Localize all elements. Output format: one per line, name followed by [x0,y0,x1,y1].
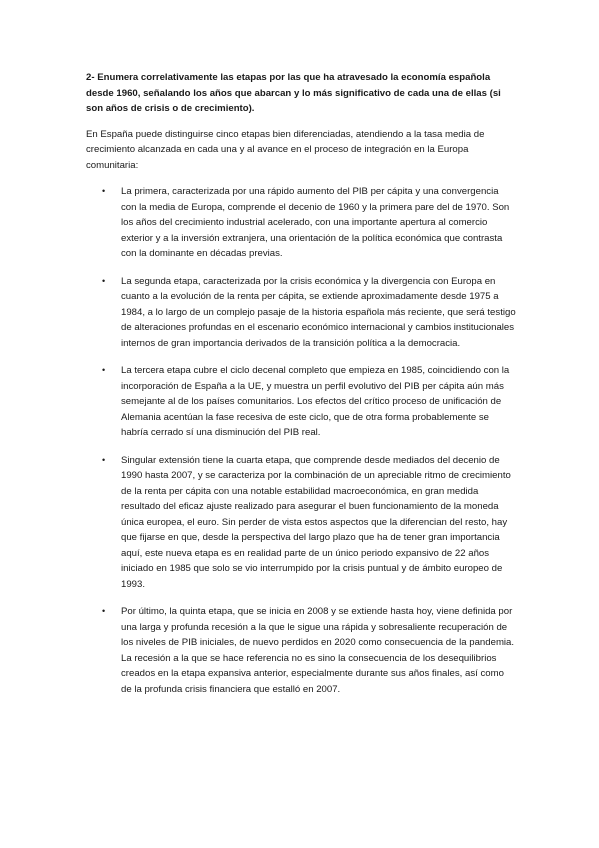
stage-text-4: Singular extensión tiene la cuarta etapa, que comprende desde mediados del decenio de 1990 hasta 2007, y se caracteriza por la combinación de un apreciable ritmo de crecimiento de la renta per cápita con una notable estabilidad macroeconómica, en gran medida resultado del eficaz ajuste realizado para asegurar el buen funcionamiento de la moneda única europea, el euro. Sin perder de vista estos aspectos que la diferencian del resto, hay que fijarse en que, desde la perspectiva del largo plazo que ha de tener gran importancia aquí, este nueva etapa es en realidad parte de un único periodo expansivo de 22 años iniciado en 1985 que solo se vio interrumpido por la crisis puntual y de ámbito europeo de 1993. [121,454,511,590]
stage-text-1: La primera, caracterizada por una rápido aumento del PIB per cápita y una convergencia con la media de Europa, comprende el decenio de 1960 y la primera pare del de 1970. Son los años del crecimiento industrial acelerado, con una importante apertura al comercio exterior y a la inversión extranjera, una orientación de la política económica que contrasta con la dominante en décadas previas. [121,186,510,259]
question-heading [86,70,516,117]
document-body [86,70,516,709]
intro-paragraph: En España puede distinguirse cinco etapas bien diferenciadas, atendiendo a la tasa media de crecimiento alcanzada en cada una y al avance en el proceso de integración en la Europa comunitaria: [86,128,485,171]
bullet-icon: • [102,186,106,196]
stage-item-1 [86,184,516,262]
question-text-part-1: 2- Enumera correlativamente las etapas por las que ha atravesado la economía española desde 1960 [86,72,491,99]
bullet-icon: • [102,606,106,616]
stages-list [86,184,516,697]
stage-item-2 [86,274,516,352]
bullet-icon: • [102,365,106,375]
stage-text-2: La segunda etapa, caracterizada por la crisis económica y la divergencia con Europa en cuanto a la evolución de la renta per cápita, se extiende aproximadamente desde 1975 a 1984, a lo largo de un complejo pasaje de la historia española más reciente, que será testigo de alteraciones profundas en el escenario económico internacional y cambios institucionales internos de gran importancia derivados de la transición política a la democracia. [121,275,516,349]
bullet-icon: • [102,275,106,286]
stage-item-4 [86,453,516,593]
stage-item-3 [86,363,516,441]
stage-item-5 [86,604,516,697]
stage-text-3: La tercera etapa cubre el ciclo decenal completo que empieza en 1985, coincidiendo con la incorporación de España a la UE, y muestra un perfil evolutivo del PIB per cápita aún más semejante al de los países comunitarios. Los efectos del crítico proceso de unificación de Alemania acentúan la fase recesiva de este ciclo, que de otra forma probablemente se habría cerrado sí una disminución del PIB real. [121,365,510,438]
question-text-part-2: , señalando los años que abarcan y lo más significativo de cada una de ellas (si son años de crisis o de crecimiento). [86,87,501,114]
bullet-icon: • [102,454,106,465]
stage-text-5: Por último, la quinta etapa, que se inicia en 2008 y se extiende hasta hoy, viene definida por una larga y profunda recesión a la que le sigue una rápida y sobresaliente recuperación de los niveles de PIB iniciales, de nuevo perdidos en 2020 como consecuencia de la pandemia. La recesión a la que se hace referencia no es sino la consecuencia de los desequilibrios creados en la etapa expansiva anterior, especialmente durante sus años finales, así como de la profunda crisis financiera que estalló en 2007. [121,606,515,695]
